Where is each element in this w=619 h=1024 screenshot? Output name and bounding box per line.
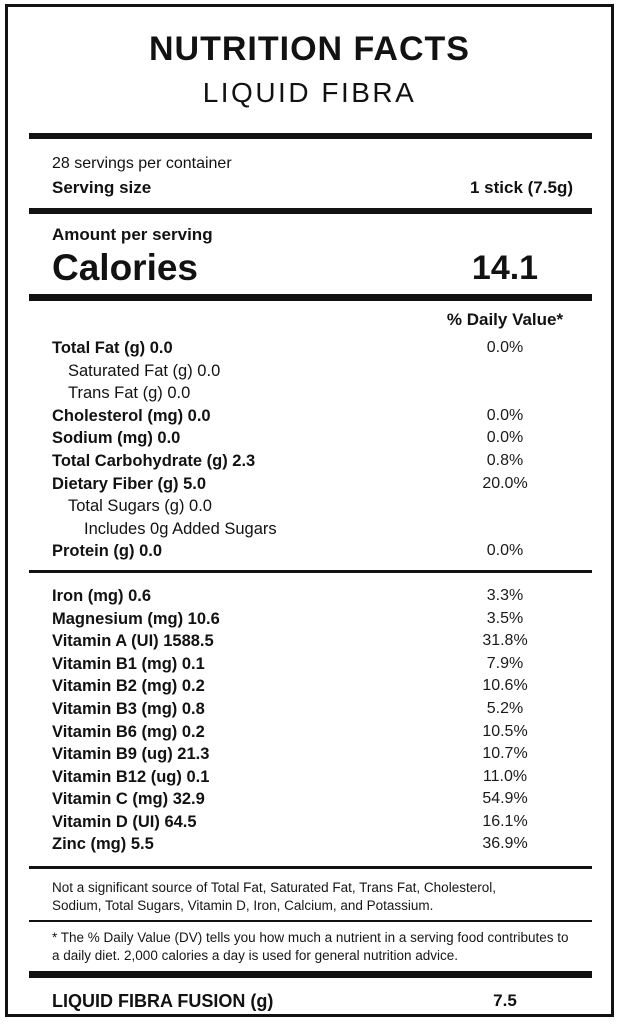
table-row bbox=[8, 698, 611, 721]
not-significant-note: Not a significant source of Total Fat, Saturated Fat, Trans Fat, Cholesterol, Sodium, Total Sugars, Vitamin D, Iron, Calcium, and Potassium. bbox=[52, 879, 496, 913]
nutrient-name: Total Fat (g) 0.0 bbox=[52, 339, 173, 357]
nutrient-name: Vitamin B1 (mg) 0.1 bbox=[52, 654, 205, 673]
nutrient-daily-value: 3.3% bbox=[486, 586, 524, 604]
nutrient-daily-value: 0.0% bbox=[486, 542, 524, 560]
table-row bbox=[8, 675, 611, 698]
nutrient-name: Protein (g) 0.0 bbox=[52, 542, 163, 561]
nutrition-facts-label bbox=[5, 4, 614, 1017]
serving-size-row bbox=[8, 177, 611, 199]
table-row bbox=[8, 360, 611, 383]
divider-extra-thick bbox=[29, 294, 592, 301]
label-title: NUTRITION FACTS bbox=[149, 30, 470, 68]
table-row bbox=[8, 788, 611, 811]
nutrient-name: Vitamin B2 (mg) 0.2 bbox=[52, 677, 205, 696]
table-row bbox=[8, 473, 611, 496]
nutrient-daily-value: 11.0% bbox=[482, 767, 528, 785]
nutrient-name: Total Carbohydrate (g) 2.3 bbox=[52, 451, 256, 470]
table-row bbox=[8, 495, 611, 518]
calories-label: Calories bbox=[52, 247, 199, 288]
table-row bbox=[8, 540, 611, 563]
serving-size-label: Serving size bbox=[52, 178, 152, 197]
nutrient-name: Saturated Fat (g) 0.0 bbox=[68, 361, 221, 380]
table-row bbox=[8, 337, 611, 360]
footer-row bbox=[8, 989, 611, 1013]
table-row bbox=[8, 382, 611, 405]
serving-size-value: 1 stick (7.5g) bbox=[470, 178, 573, 197]
table-row bbox=[8, 833, 611, 856]
daily-value-header-row bbox=[8, 309, 611, 331]
nutrient-daily-value: 20.0% bbox=[482, 474, 528, 492]
divider-thin bbox=[29, 920, 592, 923]
nutrient-daily-value: 0.0% bbox=[486, 406, 524, 424]
table-row bbox=[8, 585, 611, 608]
nutrient-name: Trans Fat (g) 0.0 bbox=[68, 384, 191, 403]
nutrient-name: Vitamin C (mg) 32.9 bbox=[52, 790, 205, 809]
table-row bbox=[8, 518, 611, 541]
nutrient-daily-value: 7.9% bbox=[486, 654, 524, 672]
nutrient-daily-value: 10.5% bbox=[482, 722, 528, 740]
micronutrient-list bbox=[8, 585, 611, 856]
nutrient-daily-value: 0.0% bbox=[486, 339, 524, 356]
divider-extra-thick bbox=[29, 971, 592, 978]
nutrient-name: Zinc (mg) 5.5 bbox=[52, 835, 154, 854]
nutrient-name: Vitamin D (UI) 64.5 bbox=[52, 812, 197, 831]
nutrient-name: Vitamin B12 (ug) 0.1 bbox=[52, 767, 210, 786]
nutrient-daily-value: 0.0% bbox=[486, 429, 524, 447]
table-row bbox=[8, 427, 611, 450]
label-subtitle: LIQUID FIBRA bbox=[202, 77, 417, 108]
footer-value: 7.5 bbox=[493, 991, 517, 1011]
nutrient-name: Vitamin A (UI) 1588.5 bbox=[52, 632, 214, 651]
nutrient-name: Dietary Fiber (g) 5.0 bbox=[52, 474, 207, 493]
amount-per-serving-label: Amount per serving bbox=[52, 225, 213, 244]
divider-thick bbox=[29, 133, 592, 139]
nutrient-list bbox=[8, 337, 611, 563]
table-row bbox=[8, 766, 611, 789]
table-row bbox=[8, 743, 611, 766]
daily-value-disclaimer: * The % Daily Value (DV) tells you how much a nutrient in a serving food contributes to a daily diet. 2,000 calories a day is used for general nutrition advice. bbox=[52, 930, 569, 964]
footer-label: LIQUID FIBRA FUSION (g) bbox=[52, 991, 274, 1012]
nutrient-name: Cholesterol (mg) 0.0 bbox=[52, 406, 211, 425]
table-row bbox=[8, 608, 611, 631]
nutrient-daily-value: 3.5% bbox=[486, 609, 524, 627]
nutrient-name: Vitamin B9 (ug) 21.3 bbox=[52, 745, 210, 764]
divider-medium bbox=[29, 570, 592, 573]
divider-thick bbox=[29, 208, 592, 214]
calories-value: 14.1 bbox=[471, 249, 539, 287]
divider-thin bbox=[29, 866, 592, 869]
table-row bbox=[8, 630, 611, 653]
table-row bbox=[8, 653, 611, 676]
nutrient-daily-value: 36.9% bbox=[482, 835, 528, 853]
nutrient-name: Magnesium (mg) 10.6 bbox=[52, 609, 220, 628]
nutrient-name: Includes 0g Added Sugars bbox=[84, 519, 277, 538]
nutrient-daily-value: 54.9% bbox=[482, 790, 528, 808]
nutrient-name: Sodium (mg) 0.0 bbox=[52, 429, 181, 448]
daily-value-header: % Daily Value* bbox=[446, 310, 564, 329]
table-row bbox=[8, 721, 611, 744]
nutrient-daily-value: 5.2% bbox=[486, 699, 524, 717]
calories-row bbox=[8, 246, 611, 290]
nutrient-name: Total Sugars (g) 0.0 bbox=[68, 497, 212, 516]
nutrient-daily-value: 16.1% bbox=[482, 812, 528, 830]
nutrient-daily-value: 10.7% bbox=[482, 745, 528, 763]
table-row bbox=[8, 405, 611, 428]
nutrient-name: Vitamin B6 (mg) 0.2 bbox=[52, 722, 205, 741]
table-row bbox=[8, 450, 611, 473]
nutrient-daily-value: 10.6% bbox=[482, 677, 528, 695]
nutrient-daily-value: 31.8% bbox=[482, 632, 528, 650]
table-row bbox=[8, 811, 611, 834]
nutrient-name: Iron (mg) 0.6 bbox=[52, 586, 152, 605]
servings-per-container: 28 servings per container bbox=[52, 155, 232, 172]
nutrient-daily-value: 0.8% bbox=[486, 451, 524, 469]
nutrient-name: Vitamin B3 (mg) 0.8 bbox=[52, 699, 205, 718]
